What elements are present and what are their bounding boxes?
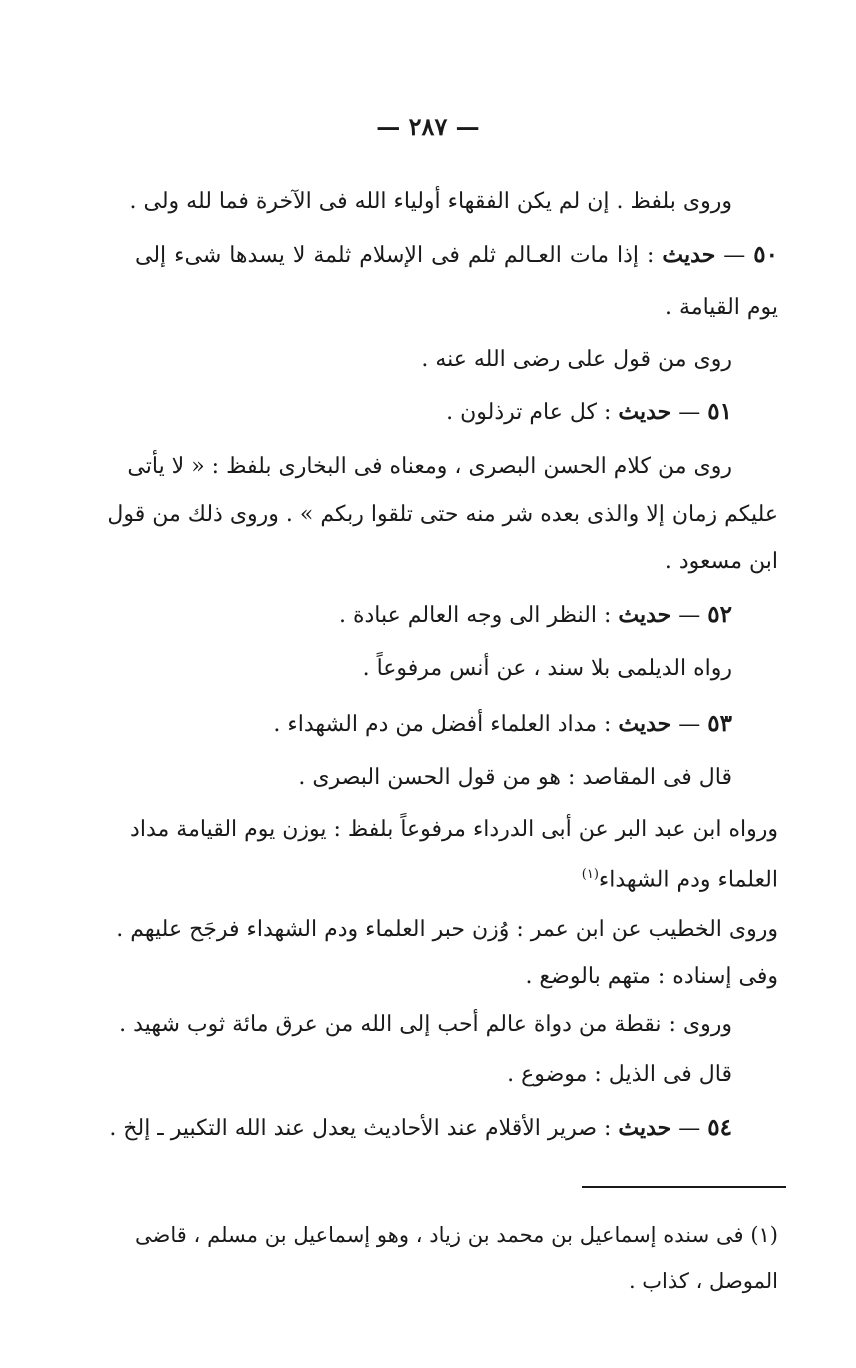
text-line: وروى بلفظ . إن لم يكن الفقهاء أولياء الله فى الآخرة فما لله ولى . — [129, 189, 732, 214]
entry-keyword: حديث — [618, 1115, 672, 1141]
footnote-line: (١) فى سنده إسماعيل بن محمد بن زياد ، وهو إسماعيل بن مسلم ، قاضى — [135, 1223, 778, 1247]
text-line: يوم القيامة . — [665, 295, 778, 320]
footnote-marker: (١) — [581, 867, 599, 882]
hadith-entry-53: ٥٣ — حديث : مداد العلماء أفضل من دم الشهداء . — [273, 710, 732, 737]
text-line: قال فى المقاصد : هو من قول الحسن البصرى . — [298, 765, 732, 790]
text-line: رواه الديلمى بلا سند ، عن أنس مرفوعاً . — [362, 656, 732, 681]
text-line: وفى إسناده : متهم بالوضع . — [525, 964, 778, 989]
text-line: قال فى الذيل : موضوع . — [507, 1062, 732, 1087]
text-line: وروى الخطيب عن ابن عمر : وُزن حبر العلماء ودم الشهداء فرجَح عليهم . — [116, 917, 778, 942]
entry-keyword: حديث — [618, 602, 672, 628]
entry-number: ٥٢ — [707, 601, 732, 628]
footnote-divider — [582, 1186, 786, 1188]
text-line: روى من كلام الحسن البصرى ، ومعناه فى البخارى بلفظ : « لا يأتى — [127, 454, 732, 479]
entry-number: ٥٠ — [753, 241, 778, 268]
hadith-entry-52: ٥٢ — حديث : النظر الى وجه العالم عبادة . — [338, 601, 732, 628]
footnote-line: الموصل ، كذاب . — [628, 1269, 778, 1293]
hadith-entry-51: ٥١ — حديث : كل عام ترذلون . — [446, 398, 732, 425]
entry-number: ٥١ — [707, 398, 732, 425]
page-number: — ٢٨٧ — — [376, 112, 480, 141]
text-line: ورواه ابن عبد البر عن أبى الدرداء مرفوعاً بلفظ : يوزن يوم القيامة مداد — [130, 817, 778, 842]
hadith-entry-54: ٥٤ — حديث : صرير الأقلام عند الأحاديث يعدل عند الله التكبير ـ إلخ . — [109, 1114, 732, 1141]
entry-number: ٥٤ — [707, 1114, 732, 1141]
text-line: روى من قول على رضى الله عنه . — [421, 347, 732, 372]
text-line: عليكم زمان إلا والذى بعده شر منه حتى تلقوا ربكم » . وروى ذلك من قول — [107, 502, 778, 527]
entry-keyword: حديث — [662, 242, 716, 268]
text-line: العلماء ودم الشهداء$^{(١)}$ — [581, 867, 778, 893]
entry-keyword: حديث — [618, 711, 672, 737]
entry-number: ٥٣ — [707, 710, 732, 737]
entry-keyword: حديث — [618, 399, 672, 425]
hadith-entry-50: ٥٠ — حديث : إذا مات العـالم ثلم فى الإسلام ثلمة لا يسدها شىء إلى — [135, 241, 778, 268]
text-line: وروى : نقطة من دواة عالم أحب إلى الله من عرق مائة ثوب شهيد . — [119, 1012, 732, 1037]
text-line: ابن مسعود . — [664, 549, 778, 574]
